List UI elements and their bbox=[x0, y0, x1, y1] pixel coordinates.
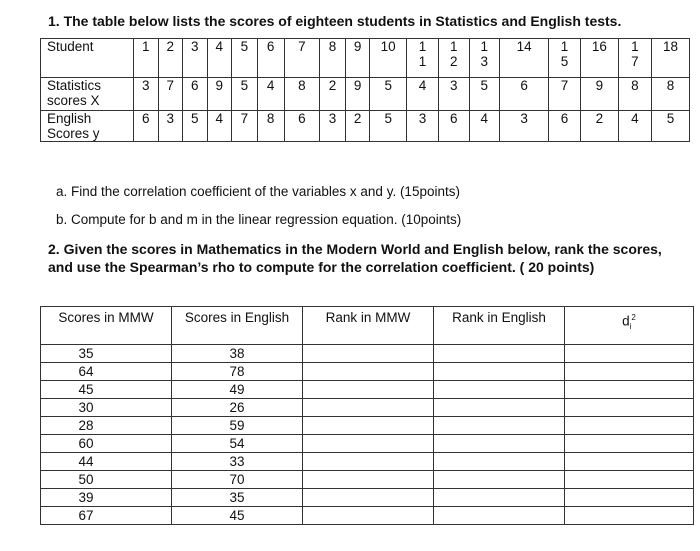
english-score-cell: 3 bbox=[320, 111, 346, 142]
statistics-score-cell: 4 bbox=[257, 78, 284, 111]
d-symbol: d bbox=[622, 313, 630, 329]
mmw-score-cell: 35 bbox=[41, 345, 172, 363]
d-squared-cell bbox=[565, 417, 694, 435]
rank-mmw-cell bbox=[303, 507, 434, 525]
student-number-part: 4 bbox=[215, 39, 224, 54]
rank-english-cell bbox=[434, 417, 565, 435]
english-score-cell: 3 bbox=[407, 111, 439, 142]
student-row bbox=[41, 39, 690, 78]
english-row bbox=[41, 111, 690, 142]
english-score-cell: 6 bbox=[549, 111, 581, 142]
student-number-part: 1 bbox=[418, 39, 427, 54]
student-number-part: 6 bbox=[266, 39, 275, 54]
statistics-label bbox=[41, 78, 134, 111]
student-number-part: 1 bbox=[449, 39, 458, 54]
student-number-part: 9 bbox=[353, 39, 362, 54]
student-number-cell bbox=[284, 39, 320, 78]
statistics-score-cell: 6 bbox=[500, 78, 549, 111]
table-row bbox=[41, 507, 694, 525]
student-number-part: 5 bbox=[240, 39, 249, 54]
rank-mmw-cell bbox=[303, 435, 434, 453]
english-score-cell: 59 bbox=[172, 417, 303, 435]
english-score-cell: 33 bbox=[172, 453, 303, 471]
student-number-part: 14 bbox=[516, 39, 532, 54]
english-label-line1: English bbox=[47, 111, 92, 126]
statistics-score-cell: 5 bbox=[370, 78, 407, 111]
mmw-score-cell: 60 bbox=[41, 435, 172, 453]
english-score-cell: 2 bbox=[345, 111, 369, 142]
student-number-cell bbox=[207, 39, 231, 78]
statistics-score-cell: 8 bbox=[284, 78, 320, 111]
english-score-cell: 6 bbox=[284, 111, 320, 142]
student-number-cell bbox=[549, 39, 581, 78]
english-score-cell: 49 bbox=[172, 381, 303, 399]
english-score-cell: 4 bbox=[207, 111, 231, 142]
english-score-cell: 38 bbox=[172, 345, 303, 363]
d-superscript: 2 bbox=[631, 313, 636, 322]
mmw-score-cell: 30 bbox=[41, 399, 172, 417]
statistics-score-cell: 4 bbox=[407, 78, 439, 111]
mmw-score-cell: 39 bbox=[41, 489, 172, 507]
rank-mmw-cell bbox=[303, 399, 434, 417]
english-score-cell: 70 bbox=[172, 471, 303, 489]
student-number-cell bbox=[618, 39, 651, 78]
english-score-cell: 3 bbox=[158, 111, 182, 142]
english-score-cell: 6 bbox=[134, 111, 158, 142]
english-score-cell: 78 bbox=[172, 363, 303, 381]
english-label bbox=[41, 111, 134, 142]
rank-mmw-cell bbox=[303, 471, 434, 489]
english-score-cell: 5 bbox=[651, 111, 689, 142]
rank-mmw-cell bbox=[303, 345, 434, 363]
rank-mmw-cell bbox=[303, 363, 434, 381]
english-score-cell: 4 bbox=[469, 111, 500, 142]
student-number-cell bbox=[438, 39, 469, 78]
header-scores-english: Scores in English bbox=[172, 307, 303, 345]
student-number-part: 10 bbox=[380, 39, 396, 54]
english-score-cell: 4 bbox=[618, 111, 651, 142]
student-number-cell bbox=[232, 39, 258, 78]
mmw-score-cell: 67 bbox=[41, 507, 172, 525]
table-row bbox=[41, 435, 694, 453]
d-squared-cell bbox=[565, 399, 694, 417]
student-number-part: 2 bbox=[449, 54, 458, 69]
header-d-squared bbox=[565, 307, 694, 345]
d-squared-cell bbox=[565, 345, 694, 363]
english-score-cell: 6 bbox=[438, 111, 469, 142]
student-number-cell bbox=[320, 39, 346, 78]
rank-mmw-cell bbox=[303, 489, 434, 507]
student-number-part: 1 bbox=[418, 54, 427, 69]
english-score-cell: 26 bbox=[172, 399, 303, 417]
table-row bbox=[41, 453, 694, 471]
student-number-cell bbox=[134, 39, 158, 78]
rank-english-cell bbox=[434, 471, 565, 489]
student-number-cell bbox=[183, 39, 207, 78]
student-number-part: 18 bbox=[662, 39, 678, 54]
statistics-label-line2: scores X bbox=[47, 93, 100, 108]
statistics-label-line1: Statistics bbox=[47, 78, 102, 93]
d-squared-cell bbox=[565, 489, 694, 507]
d-squared-cell bbox=[565, 435, 694, 453]
rank-english-cell bbox=[434, 345, 565, 363]
english-score-cell: 35 bbox=[172, 489, 303, 507]
table-row bbox=[41, 345, 694, 363]
statistics-score-cell: 8 bbox=[618, 78, 651, 111]
student-number-cell bbox=[407, 39, 439, 78]
statistics-score-cell: 9 bbox=[580, 78, 618, 111]
statistics-score-cell: 7 bbox=[549, 78, 581, 111]
student-number-cell bbox=[580, 39, 618, 78]
statistics-score-cell: 3 bbox=[438, 78, 469, 111]
mmw-score-cell: 28 bbox=[41, 417, 172, 435]
rank-english-cell bbox=[434, 435, 565, 453]
student-number-cell bbox=[257, 39, 284, 78]
student-label: Student bbox=[41, 39, 134, 78]
rank-english-cell bbox=[434, 489, 565, 507]
statistics-score-cell: 5 bbox=[469, 78, 500, 111]
d-squared-cell bbox=[565, 507, 694, 525]
table-row bbox=[41, 363, 694, 381]
question-1-title: 1. The table below lists the scores of eighteen students in Statistics and English tests. bbox=[48, 13, 622, 29]
statistics-score-cell: 2 bbox=[320, 78, 346, 111]
item-a: a. Find the correlation coefficient of the variables x and y. (15points) bbox=[56, 184, 460, 199]
rank-english-cell bbox=[434, 399, 565, 417]
spearman-table bbox=[40, 306, 694, 525]
student-number-part: 7 bbox=[631, 54, 639, 69]
mmw-score-cell: 45 bbox=[41, 381, 172, 399]
student-number-part: 1 bbox=[631, 39, 639, 54]
english-score-cell: 5 bbox=[370, 111, 407, 142]
student-number-part: 8 bbox=[328, 39, 337, 54]
table-row bbox=[41, 471, 694, 489]
d-squared-cell bbox=[565, 381, 694, 399]
rank-english-cell bbox=[434, 381, 565, 399]
statistics-score-cell: 9 bbox=[345, 78, 369, 111]
statistics-score-cell: 8 bbox=[651, 78, 689, 111]
student-number-cell bbox=[651, 39, 689, 78]
rank-mmw-cell bbox=[303, 381, 434, 399]
english-score-cell: 2 bbox=[580, 111, 618, 142]
d-squared-cell bbox=[565, 471, 694, 489]
question-2-title: 2. Given the scores in Mathematics in the Modern World and English below, rank the scores, and use the Spearman’s rho to compute for the correlation coefficient. ( 20 points) bbox=[48, 241, 662, 275]
student-number-part: 3 bbox=[191, 39, 199, 54]
table-row bbox=[41, 489, 694, 507]
english-score-cell: 7 bbox=[232, 111, 258, 142]
rank-mmw-cell bbox=[303, 417, 434, 435]
table-row bbox=[41, 381, 694, 399]
statistics-row bbox=[41, 78, 690, 111]
rank-english-cell bbox=[434, 363, 565, 381]
rank-english-cell bbox=[434, 507, 565, 525]
student-number-part: 1 bbox=[480, 39, 489, 54]
english-score-cell: 5 bbox=[183, 111, 207, 142]
statistics-score-cell: 7 bbox=[158, 78, 182, 111]
table-row bbox=[41, 399, 694, 417]
english-score-cell: 54 bbox=[172, 435, 303, 453]
mmw-score-cell: 50 bbox=[41, 471, 172, 489]
student-number-part: 7 bbox=[298, 39, 306, 54]
student-number-part: 5 bbox=[560, 54, 569, 69]
d-squared-cell bbox=[565, 453, 694, 471]
header-rank-english: Rank in English bbox=[434, 307, 565, 345]
mmw-score-cell: 44 bbox=[41, 453, 172, 471]
mmw-score-cell: 64 bbox=[41, 363, 172, 381]
english-score-cell: 45 bbox=[172, 507, 303, 525]
student-number-cell bbox=[158, 39, 182, 78]
statistics-score-cell: 6 bbox=[183, 78, 207, 111]
student-number-cell bbox=[469, 39, 500, 78]
english-label-line2: Scores y bbox=[47, 126, 100, 141]
student-scores-table bbox=[40, 38, 690, 142]
d-squared-cell bbox=[565, 363, 694, 381]
table-row bbox=[41, 417, 694, 435]
header-rank-mmw: Rank in MMW bbox=[303, 307, 434, 345]
student-number-part: 3 bbox=[480, 54, 489, 69]
student-number-cell bbox=[370, 39, 407, 78]
student-number-part: 2 bbox=[166, 39, 175, 54]
rank-english-cell bbox=[434, 453, 565, 471]
student-number-cell bbox=[500, 39, 549, 78]
english-score-cell: 8 bbox=[257, 111, 284, 142]
student-number-part: 1 bbox=[560, 39, 569, 54]
statistics-score-cell: 9 bbox=[207, 78, 231, 111]
spearman-header-row bbox=[41, 307, 694, 345]
student-number-cell bbox=[345, 39, 369, 78]
statistics-score-cell: 3 bbox=[134, 78, 158, 111]
student-number-part: 1 bbox=[142, 39, 150, 54]
item-b: b. Compute for b and m in the linear regression equation. (10points) bbox=[56, 212, 462, 227]
header-scores-mmw: Scores in MMW bbox=[41, 307, 172, 345]
rank-mmw-cell bbox=[303, 453, 434, 471]
english-score-cell: 3 bbox=[500, 111, 549, 142]
student-number-part: 16 bbox=[591, 39, 607, 54]
statistics-score-cell: 5 bbox=[232, 78, 258, 111]
d-subscript: i bbox=[629, 322, 632, 332]
